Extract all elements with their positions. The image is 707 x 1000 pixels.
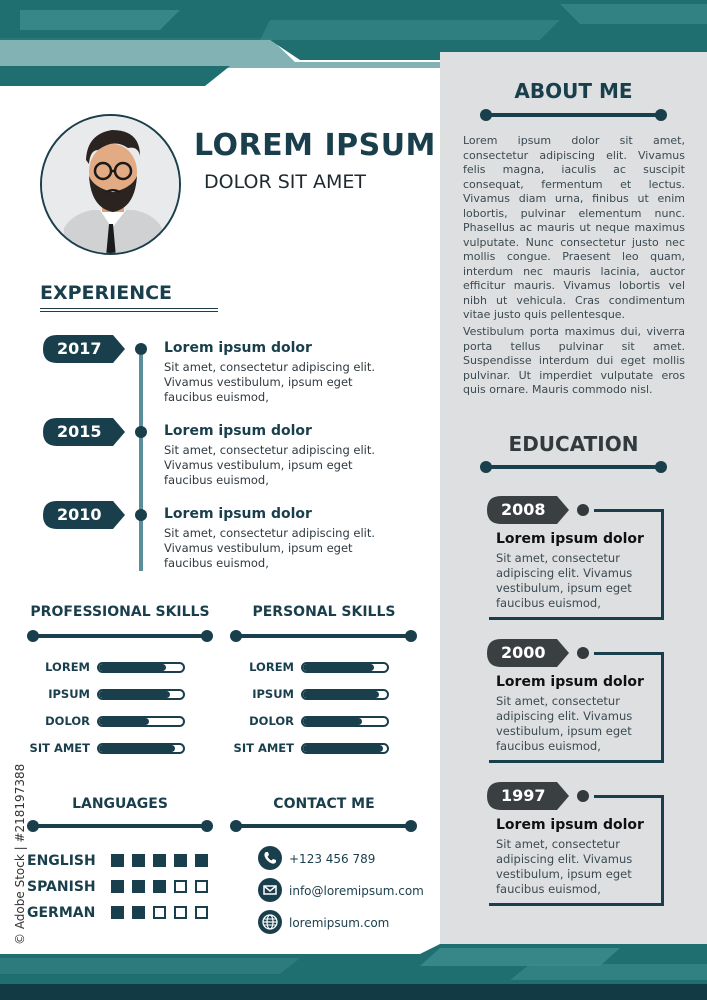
resume-role: DOLOR SIT AMET <box>204 171 367 193</box>
contact-web[interactable]: loremipsum.com <box>289 916 390 930</box>
year-label: 2008 <box>501 500 546 519</box>
education-bracket-bottom <box>489 617 664 620</box>
language-level-square <box>132 854 145 867</box>
experience-timeline-line <box>139 355 143 571</box>
experience-underline <box>40 308 218 312</box>
language-level-square <box>174 880 187 893</box>
resume-name: LOREM IPSUM <box>194 128 436 163</box>
education-year-tag <box>487 782 569 810</box>
skill-bar-fill <box>303 664 374 671</box>
professional-skills-title: PROFESSIONAL SKILLS <box>30 604 210 620</box>
about-paragraph-2: Vestibulum porta maximus dui, viverra porta tellus pulvinar sit amet. Suspendisse interdum dui eget mollis pulvinar. Ut imperdiet vulputate eros quis ornare. Mauris commodo nisl. <box>463 325 685 396</box>
email-icon <box>258 878 282 902</box>
education-item-title: Lorem ipsum dolor <box>496 531 644 547</box>
education-title: EDUCATION <box>508 432 639 456</box>
experience-year-tag <box>43 335 125 363</box>
education-item-text: Sit amet, consectetur adipiscing elit. Vivamus vestibulum, ipsum eget faucibus euismod, <box>496 694 633 753</box>
about-rule-dot-right <box>655 109 667 121</box>
year-label: 1997 <box>501 786 546 805</box>
experience-item-text: Sit amet, consectetur adipiscing elit. Vivamus vestibulum, ipsum eget faucibus euismod, <box>164 443 376 487</box>
education-year-tag <box>487 496 569 524</box>
skill-label: SIT AMET <box>233 741 294 755</box>
language-level-square <box>153 854 166 867</box>
skill-label: LOREM <box>45 660 90 674</box>
skill-bar-fill <box>303 745 383 752</box>
skill-bar <box>97 716 185 727</box>
experience-year-tag <box>43 418 125 446</box>
skill-label: LOREM <box>249 660 294 674</box>
education-item-title: Lorem ipsum dolor <box>496 674 644 690</box>
skill-label: SIT AMET <box>29 741 90 755</box>
skill-bar <box>301 689 389 700</box>
education-item-text: Sit amet, consectetur adipiscing elit. Vivamus vestibulum, ipsum eget faucibus euismod, <box>496 551 633 610</box>
experience-title: EXPERIENCE <box>40 282 173 304</box>
language-level-square <box>174 906 187 919</box>
contact-dot-right <box>405 820 417 832</box>
about-paragraph-1: Lorem ipsum dolor sit amet, consectetur adipiscing elit. Vivamus felis magna, iaculis ac suscipit consequat, fermentum et lectus. Vivamus diam urna, finibus ut enim lobortis, pulvinar elementum nunc. Phasellus ac mauris ut neque maximus vulputate. Nunc consectetur justo nec mollis congue. Praesent leo quam, interdum nec mauris lacinia, auctor efficitur mauris. Vivamus lobortis vel nibh ut vehicula. Cras condimentum vitae justo quis pellentesque. <box>463 134 685 321</box>
skill-label: DOLOR <box>249 714 294 728</box>
contact-email[interactable]: info@loremipsum.com <box>289 884 424 898</box>
contact-title: CONTACT ME <box>273 796 375 812</box>
language-level-square <box>111 854 124 867</box>
pro-skills-dot-right <box>201 630 213 642</box>
education-item-text: Sit amet, consectetur adipiscing elit. Vivamus vestibulum, ipsum eget faucibus euismod, <box>496 837 633 896</box>
skill-bar-fill <box>99 664 166 671</box>
skill-bar <box>301 716 389 727</box>
skill-bar-fill <box>99 745 175 752</box>
experience-timeline-dot <box>135 426 147 438</box>
language-level-square <box>195 906 208 919</box>
pro-skills-rule <box>38 634 208 638</box>
language-level-square <box>153 906 166 919</box>
bottom-banner <box>0 944 707 1000</box>
experience-timeline-dot <box>135 509 147 521</box>
year-label: 2000 <box>501 643 546 662</box>
education-bracket-bottom <box>489 903 664 906</box>
experience-item-text: Sit amet, consectetur adipiscing elit. Vivamus vestibulum, ipsum eget faucibus euismod, <box>164 526 376 570</box>
experience-timeline-dot <box>135 343 147 355</box>
skill-label: DOLOR <box>45 714 90 728</box>
year-label: 2010 <box>57 505 102 524</box>
phone-icon <box>258 846 282 870</box>
education-year-tag <box>487 639 569 667</box>
skill-bar-fill <box>99 718 149 725</box>
personal-skills-title: PERSONAL SKILLS <box>252 604 396 620</box>
avatar-illustration-icon <box>42 116 181 255</box>
year-label: 2017 <box>57 339 102 358</box>
language-label: SPANISH <box>27 879 96 895</box>
skill-bar <box>97 743 185 754</box>
skill-label: IPSUM <box>48 687 90 701</box>
language-level-square <box>132 880 145 893</box>
personal-skills-rule <box>240 634 410 638</box>
language-level-square <box>111 880 124 893</box>
language-level-square <box>111 906 124 919</box>
language-level-square <box>174 854 187 867</box>
language-level-square <box>195 880 208 893</box>
education-item-title: Lorem ipsum dolor <box>496 817 644 833</box>
personal-skills-dot-right <box>405 630 417 642</box>
education-rule-dot-right <box>655 461 667 473</box>
skill-bar-fill <box>99 691 170 698</box>
language-level-square <box>132 906 145 919</box>
language-label: ENGLISH <box>27 853 96 869</box>
about-title: ABOUT ME <box>514 79 633 103</box>
education-rule <box>490 465 660 469</box>
skill-bar <box>301 662 389 673</box>
skill-bar-fill <box>303 691 379 698</box>
skill-bar-fill <box>303 718 362 725</box>
language-level-square <box>195 854 208 867</box>
skill-bar <box>97 689 185 700</box>
stock-watermark: © Adobe Stock | #218197388 <box>13 763 27 945</box>
globe-icon <box>258 910 282 934</box>
contact-phone[interactable]: +123 456 789 <box>289 852 376 866</box>
languages-rule <box>38 824 208 828</box>
languages-title: LANGUAGES <box>72 796 168 812</box>
experience-year-tag <box>43 501 125 529</box>
about-rule <box>490 113 660 117</box>
contact-rule <box>240 824 410 828</box>
languages-dot-right <box>201 820 213 832</box>
experience-item-title: Lorem ipsum dolor <box>164 506 312 522</box>
experience-item-title: Lorem ipsum dolor <box>164 340 312 356</box>
education-timeline-dot <box>577 647 589 659</box>
education-timeline-dot <box>577 504 589 516</box>
skill-bar <box>301 743 389 754</box>
education-timeline-dot <box>577 790 589 802</box>
language-level-square <box>153 880 166 893</box>
education-bracket-bottom <box>489 760 664 763</box>
language-label: GERMAN <box>27 905 96 921</box>
experience-item-text: Sit amet, consectetur adipiscing elit. Vivamus vestibulum, ipsum eget faucibus euismod, <box>164 360 376 404</box>
avatar <box>40 114 181 255</box>
year-label: 2015 <box>57 422 102 441</box>
skill-bar <box>97 662 185 673</box>
experience-item-title: Lorem ipsum dolor <box>164 423 312 439</box>
skill-label: IPSUM <box>252 687 294 701</box>
